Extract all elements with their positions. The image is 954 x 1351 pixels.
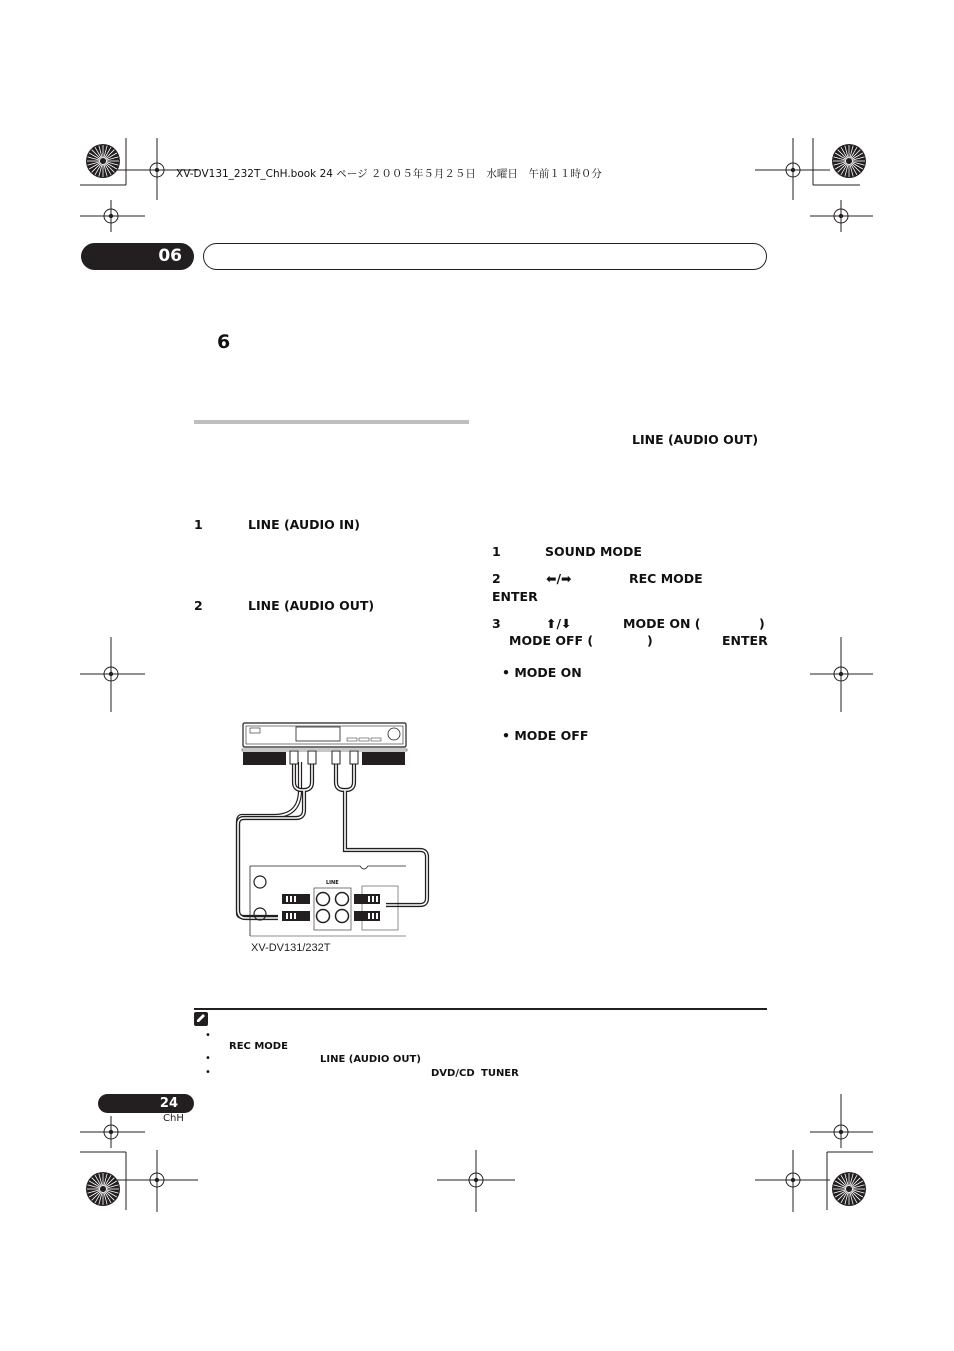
chapter-title-frame [203, 243, 767, 270]
bullet-mode-off: • MODE OFF [502, 728, 589, 743]
right-step-1-label: SOUND MODE [545, 544, 642, 559]
diagram-line-label: LINE [326, 880, 339, 886]
note-bullet-3: • [205, 1067, 211, 1078]
bullet-mode-on: • MODE ON [502, 665, 582, 680]
note-line-audio-out: LINE (AUDIO OUT) [320, 1054, 421, 1065]
left-step-1-label: LINE (AUDIO IN) [248, 517, 360, 532]
right-step-3-paren2: ) [647, 633, 653, 648]
right-line-audio-out: LINE (AUDIO OUT) [632, 432, 759, 447]
right-step-2-arrows: ⬅/➡ [546, 571, 572, 586]
note-rec-mode: REC MODE [229, 1041, 288, 1052]
section-step-number: 6 [217, 331, 231, 353]
right-step-3-mode-on: MODE ON ( [623, 616, 701, 631]
right-step-3-num: 3 [492, 616, 501, 631]
page-number: 24 [98, 1094, 194, 1113]
chapter-number-badge: 06 [81, 243, 194, 270]
connection-diagram [234, 718, 434, 948]
left-step-2-label: LINE (AUDIO OUT) [248, 598, 375, 613]
note-icon [194, 1012, 208, 1026]
header-file-info: XV-DV131_232T_ChH.book 24 ページ ２００５年５月２５日 水曜日 午前１１時０分 [176, 168, 602, 180]
left-step-2-num: 2 [194, 598, 203, 613]
note-bullet-1: • [205, 1030, 211, 1041]
right-step-2-num: 2 [492, 571, 501, 586]
right-step-2-enter: ENTER [492, 589, 538, 604]
left-step-1-num: 1 [194, 517, 203, 532]
right-step-3-mode-off: MODE OFF ( [509, 633, 594, 648]
right-step-1-num: 1 [492, 544, 501, 559]
right-step-3-paren: ) [759, 616, 765, 631]
right-step-2-label: REC MODE [629, 571, 703, 586]
language-code: ChH [163, 1113, 184, 1124]
note-rule [194, 1008, 767, 1010]
right-step-3-enter: ENTER [722, 633, 768, 648]
section-rule [194, 420, 469, 424]
note-dvd-cd: DVD/CD [431, 1068, 475, 1079]
right-step-3-arrows: ⬆/⬇ [546, 616, 572, 631]
note-bullet-2: • [205, 1053, 211, 1064]
note-tuner: TUNER [481, 1068, 519, 1079]
diagram-device-label: XV-DV131/232T [251, 942, 331, 954]
